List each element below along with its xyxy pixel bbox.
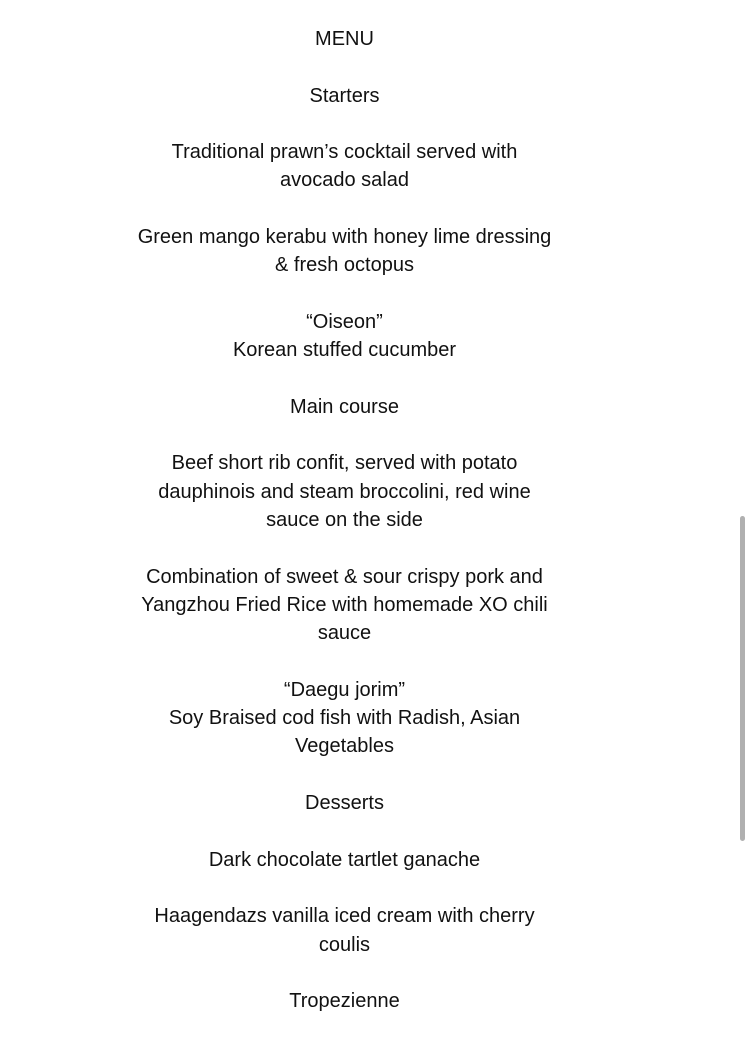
section-heading-desserts: Desserts [305, 792, 384, 815]
menu-item-line: Vegetables [295, 735, 394, 758]
menu-item-line: sauce on the side [266, 509, 423, 532]
menu-item [0, 223, 689, 280]
menu-item-line: & fresh octopus [275, 254, 414, 277]
section-heading-main-course: Main course [290, 395, 399, 418]
section-heading-starters: Starters [309, 84, 380, 107]
menu-item-line: Dark chocolate tartlet ganache [208, 848, 481, 871]
menu-item-line: sauce [317, 622, 372, 645]
section-heading-block [0, 82, 689, 110]
menu-item-line: “Oiseon” [306, 310, 383, 333]
menu-item-line: coulis [318, 933, 371, 956]
menu-item [0, 676, 689, 761]
menu-item-line: Beef short rib confit, served with potato [171, 452, 518, 475]
menu-item [0, 449, 689, 534]
menu-item-line: dauphinois and steam broccolini, red wine [158, 480, 531, 503]
menu-item-line: Soy Braised cod fish with Radish, Asian [168, 707, 521, 730]
menu-item-line: avocado salad [280, 169, 409, 192]
menu-item-line: Traditional prawn’s cocktail served with [171, 141, 518, 164]
menu-item-line: Yangzhou Fried Rice with homemade XO chili [141, 593, 548, 616]
menu-document [0, 25, 689, 1044]
menu-item-line: Combination of sweet & sour crispy pork and [146, 565, 543, 588]
menu-item [0, 846, 689, 874]
menu-title-block [0, 25, 689, 53]
vertical-scrollbar[interactable] [740, 516, 745, 841]
section-heading-block [0, 393, 689, 421]
menu-item [0, 563, 689, 648]
menu-item [0, 902, 689, 959]
menu-item [0, 138, 689, 195]
section-heading-block [0, 789, 689, 817]
menu-title: MENU [315, 28, 374, 50]
menu-item [0, 308, 689, 365]
menu-item-line: Korean stuffed cucumber [232, 339, 457, 362]
menu-item-line: Green mango kerabu with honey lime dressing [137, 226, 552, 249]
menu-item [0, 987, 689, 1015]
menu-item-line: Haagendazs vanilla iced cream with cherry [154, 905, 535, 928]
menu-item-line: “Daegu jorim” [283, 678, 406, 701]
menu-item-line: Tropezienne [289, 990, 400, 1013]
